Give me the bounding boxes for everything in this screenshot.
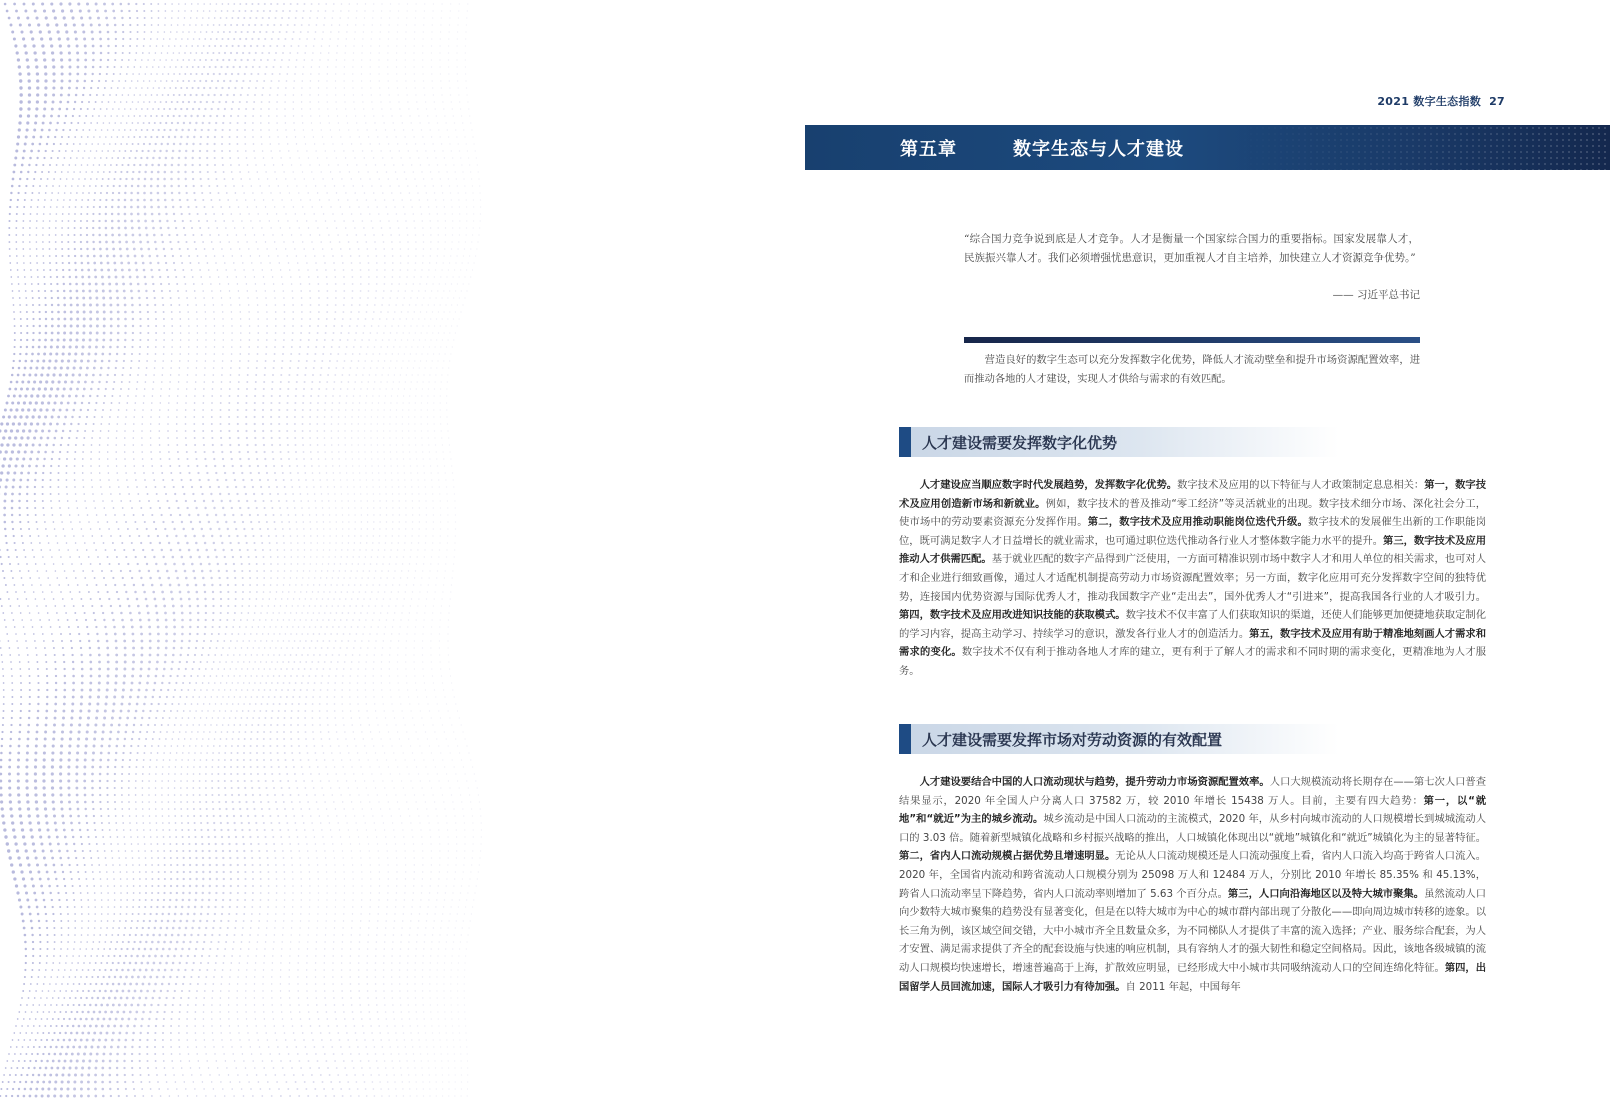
intro-paragraph: 营造良好的数字生态可以充分发挥数字化优势，降低人才流动壁垒和提升市场资源配置效率，进而推动各地的人才建设，实现人才供给与需求的有效匹配。 [964,354,1420,385]
text-run: 数字技术的发展催生出新的工作职能岗位，既可满足数字人才日益增长的就业需求，也可通过职位迭代推动各行业人才整体数字能力水平的提升。 [899,516,1487,547]
text-run: 虽然流动人口向少数特大城市聚集的趋势没有显著变化，但是在以特大城市为中心的城市群内部出现了分散化——即向周边城市转移的迹象。以长三角为例，该区域空间交错，大中小城市齐全且数量众多，为不同梯队人才提供了丰富的流入选择；产业、服务综合配套，为人才安置、满足需求提供了齐全的配套设施与快速的响应机制，具有容纳人才的强大韧性和稳定空间格局。因此，该地各级城镇的流动人口规模均快速增长，增速普遍高于上海，扩散效应明显，已经形成大中小城市共同吸纳流动人口的空间连绵化特征。 [899,887,1486,974]
bold-run: 第三，人口向沿海地区以及特大城市聚集。 [1227,887,1425,900]
bold-run: 第二，数字技术及应用推动职能岗位迭代升级。 [1087,516,1308,529]
bold-run: 第三，数字技术及应用推动人才供需匹配。 [899,534,1487,566]
section-heading-market [899,724,1339,754]
section2-body [899,773,1486,996]
text-run: 数字技术不仅有利于推动各地人才库的建立，更有利于了解人才的需求和不同时期的需求变化，更精准地为人才服务。 [899,646,1487,677]
bold-run: 第一，以“就地”和“就近”为主的城乡流动。 [899,794,1486,826]
dot-wave-decoration [0,0,520,1099]
text-run: 例如，数字技术的普及推动“零工经济”等灵活就业的出现。数字技术细分市场、深化社会分工，使市场中的劳动要素资源充分发挥作用。 [899,497,1486,529]
chapter-title: 数字生态与人才建设 [1013,139,1184,160]
bold-run: 第二，省内人口流动规模占据优势且增速明显。 [899,850,1116,863]
heading-accent-bar [899,427,911,457]
quote-text: “综合国力竞争说到底是人才竞争。人才是衡量一个国家综合国力的重要指标。国家发展靠人才，民族振兴靠人才。我们必须增强忧患意识，更加重视人才自主培养，加快建立人才资源竞争优势。” [964,233,1419,264]
chapter-number: 第五章 [900,139,957,160]
bold-run: 第四，出国留学人员回流加速，国际人才吸引力有待加强。 [899,961,1487,993]
text-run: 城乡流动是中国人口流动的主流模式，2020 年，从乡村向城市流动的人口规模增长到城城流动人口的 3.03 倍。随着新型城镇化战略和乡村振兴战略的推出，人口城镇化体现出以“就地”城镇化和“就近”城镇化为主的显著特征。 [899,813,1486,844]
text-run: 人口大规模流动将长期存在——第七次人口普查结果显示，2020 年全国人户分离人口 37582 万，较 2010 年增长 15438 万人。目前，主要有四大趋势： [899,776,1487,807]
section-heading-digital [899,427,1339,457]
text-run: 自 2011 年起，中国每年 [1125,980,1241,993]
text-run: 基于就业匹配的数字产品得到广泛使用，一方面可精准识别市场中数字人才和用人单位的相关需求，也可对人才和企业进行细致画像，通过人才适配机制提高劳动力市场资源配置效率；另一方面，数字化应用可充分发挥数字空间的独特优势，连接国内优势资源与国际优秀人才，推动我国数字产业“走出去”，国外优秀人才“引进来”，提高我国各行业的人才吸引力。 [899,553,1487,603]
text-run: 数字技术不仅丰富了人们获取知识的渠道，还使人们能够更加便捷地获取定制化的学习内容，提高主动学习、持续学习的意识，激发各行业人才的创造活力。 [899,609,1486,640]
section-divider [964,337,1420,343]
banner-dot-texture [1230,125,1610,170]
section-heading-text: 人才建设需要发挥市场对劳动资源的有效配置 [922,731,1223,749]
text-run: 无论从人口流动规模还是人口流动强度上看，省内人口流入均高于跨省人口流入。2020 年，全国省内流动和跨省流动人口规模分别为 25098 万人和 12484 万人，分别比 2010 年增长 85.35% 和 45.13%，跨省人口流动率呈下降趋势，省内人口流动率则增加了 5.63 个百分点。 [899,850,1487,900]
section1-body [899,476,1486,681]
bold-run: 人才建设应当顺应数字时代发展趋势，发挥数字化优势。 [919,479,1178,491]
chapter-banner [805,125,1610,170]
text-run: 数字技术及应用的以下特征与人才政策制定息息相关： [1177,479,1425,491]
heading-accent-bar [899,724,911,754]
bold-run: 第五，数字技术及应用有助于精准地刻画人才需求和需求的变化。 [899,627,1486,659]
bold-run: 第一，数字技术及应用创造新市场和新就业。 [899,479,1487,510]
dot-wave-pattern [0,0,520,1099]
running-header [1377,93,1505,109]
section-heading-text: 人才建设需要发挥数字化优势 [922,434,1118,452]
running-header-title: 2021 数字生态指数 [1377,95,1482,108]
dot-field [0,2,482,1099]
bold-run: 人才建设要结合中国的人口流动现状与趋势，提升劳动力市场资源配置效率。 [919,776,1270,788]
bold-run: 第四，数字技术及应用改进知识技能的获取模式。 [899,609,1126,622]
quote-author: —— 习近平总书记 [1332,289,1420,301]
page-number: 27 [1489,95,1505,108]
